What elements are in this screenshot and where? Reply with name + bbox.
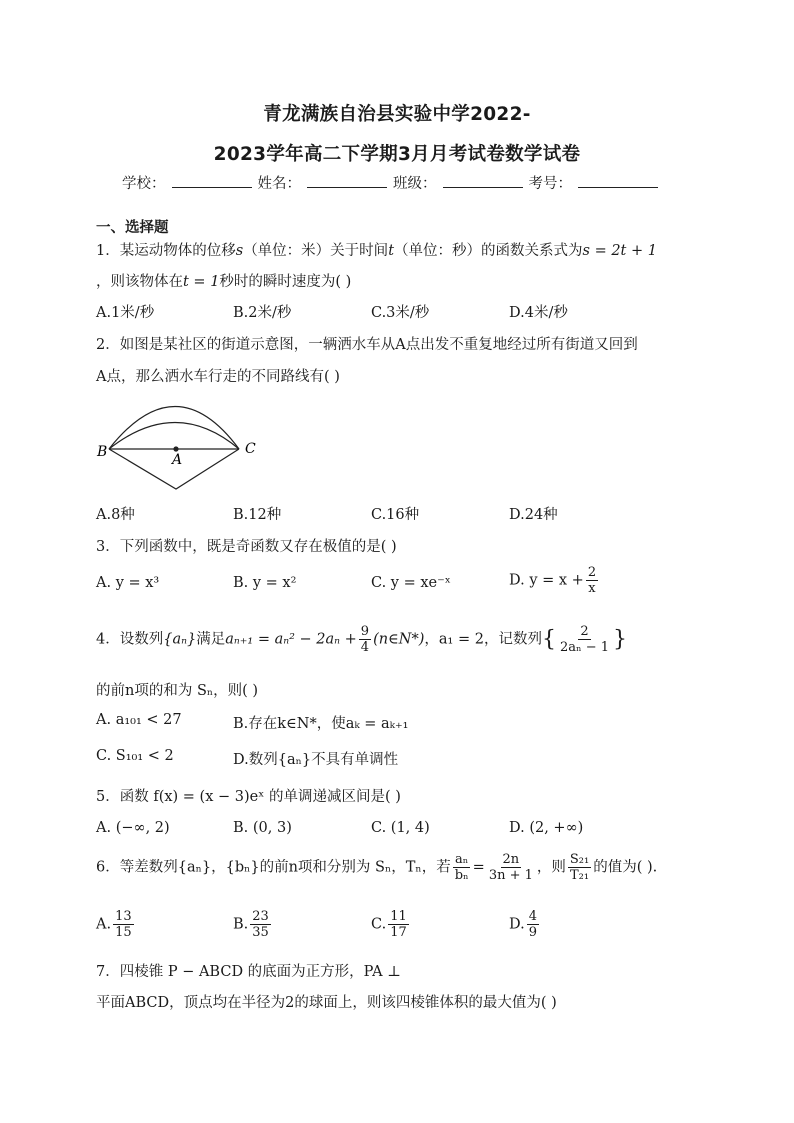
q3-d-num: 2 [587, 565, 597, 580]
exam-number-blank[interactable] [578, 175, 658, 188]
q6-b-num: 23 [252, 909, 269, 924]
q6-stem [96, 852, 657, 883]
q6-ratio1 [453, 852, 471, 883]
q3-d-fraction [586, 565, 598, 596]
q6-option-c[interactable] [371, 909, 411, 940]
q6-ratio1-den: bₙ [454, 868, 469, 883]
street-diagram [92, 392, 267, 497]
q1-text-e: 秒时的瞬时速度为( ) [219, 274, 352, 290]
name-blank[interactable] [307, 175, 387, 188]
q1-text-a: 1．某运动物体的位移 [96, 243, 236, 259]
q4-text-a: 4．设数列 [96, 631, 164, 648]
q6-a-label: A. [96, 916, 112, 933]
q6-d-num: 4 [528, 909, 537, 924]
q4-brace-right: } [613, 627, 628, 652]
q1-text-b: （单位：米）关于时间 [243, 243, 389, 259]
q4-option-c[interactable]: C. S₁₀₁ < 2 [96, 748, 174, 764]
q4-line1 [96, 624, 627, 655]
q3-d-den: x [588, 581, 596, 596]
exam-number-label: 考号： [528, 176, 572, 192]
q4-seq2-den: 2aₙ − 1 [559, 640, 610, 655]
q4-rec-num: 9 [360, 624, 370, 639]
q6-c-den: 17 [390, 925, 407, 940]
page-title-line2: 2023学年高二下学期3月月考试卷数学试卷 [213, 144, 581, 165]
q5-option-a[interactable]: A. (−∞, 2) [96, 820, 170, 836]
q6-a-fraction [113, 909, 134, 940]
page-title-line1: 青龙满族自治县实验中学2022- [263, 104, 531, 125]
q3-option-a[interactable]: A. y = x³ [96, 575, 160, 591]
point-a-dot [173, 446, 178, 451]
label-c: C [245, 441, 256, 457]
q4-init: ，a₁ = 2，记数列 [424, 631, 542, 648]
q1-var-t: t [388, 243, 395, 259]
q4-rec-fraction [359, 624, 371, 655]
q2-line1: 2．如图是某社区的街道示意图，一辆洒水车从A点出发不重复地经过所有街道又回到 [96, 337, 638, 353]
q6-b-fraction [250, 909, 271, 940]
q6-ratio2 [487, 852, 535, 883]
q6-text-a: 6．等差数列{aₙ}，{bₙ}的前n项和分别为 Sₙ，Tₙ，若 [96, 859, 451, 876]
q6-option-d[interactable] [509, 909, 541, 940]
school-blank[interactable] [172, 175, 252, 188]
q1-line1 [96, 239, 657, 260]
q4-line2: 的前n项的和为 Sₙ，则( ) [96, 683, 259, 699]
q6-ratio3-num: S₂₁ [569, 852, 590, 867]
q1-option-b[interactable]: B.2米/秒 [233, 305, 292, 321]
q4-seq: {aₙ} [163, 631, 197, 648]
q6-ratio3-den: T₂₁ [570, 868, 590, 883]
q2-option-c[interactable]: C.16种 [371, 507, 420, 523]
name-label: 姓名： [257, 176, 301, 192]
q6-b-den: 35 [252, 925, 269, 940]
q6-equals: = [472, 859, 485, 876]
q2-option-d[interactable]: D.24种 [509, 507, 558, 523]
q4-text-b: 满足 [196, 631, 226, 648]
school-label: 学校： [122, 176, 166, 192]
q2-option-b[interactable]: B.12种 [233, 507, 282, 523]
q4-rec-den: 4 [360, 640, 370, 655]
q4-recurrence: aₙ₊₁ = aₙ² − 2aₙ + [225, 631, 357, 648]
q4-option-a[interactable]: A. a₁₀₁ < 27 [96, 712, 182, 728]
q3-option-b[interactable]: B. y = x² [233, 575, 297, 591]
student-info-line [122, 172, 664, 193]
q2-line2: A点，那么洒水车行走的不同路线有( ) [96, 369, 340, 385]
q3-option-d[interactable] [509, 565, 600, 596]
q7-line2: 平面ABCD，顶点均在半径为2的球面上，则该四棱锥体积的最大值为( ) [96, 995, 557, 1011]
q6-ratio3 [568, 852, 591, 883]
label-b: B [97, 444, 108, 460]
q3-stem: 3．下列函数中，既是奇函数又存在极值的是( ) [96, 539, 397, 555]
q7-line1: 7．四棱锥 P − ABCD 的底面为正方形，PA ⊥ [96, 964, 401, 980]
class-blank[interactable] [443, 175, 523, 188]
q2-option-a[interactable]: A.8种 [96, 507, 135, 523]
label-a: A [172, 452, 183, 468]
q1-option-d[interactable]: D.4米/秒 [509, 305, 568, 321]
q6-ratio2-den: 3n + 1 [488, 868, 533, 883]
q4-seq2-num: 2 [580, 624, 589, 639]
q1-option-c[interactable]: C.3米/秒 [371, 305, 430, 321]
q6-c-num: 11 [390, 909, 407, 924]
q1-var-s: s [235, 243, 244, 259]
q6-d-fraction [527, 909, 539, 940]
q6-a-den: 15 [115, 925, 132, 940]
q3-d-text: D. y = x + [509, 572, 584, 589]
q1-option-a[interactable]: A.1米/秒 [96, 305, 155, 321]
q4-rec-cond: (n∈N*) [373, 631, 425, 648]
q1-text-d: ，则该物体在 [96, 274, 183, 290]
q6-c-label: C. [371, 916, 387, 933]
q1-formula: s = 2t + 1 [582, 243, 657, 259]
q5-stem: 5．函数 f(x) = (x − 3)eˣ 的单调递减区间是( ) [96, 789, 401, 805]
q6-text-c: 的值为( ). [593, 859, 658, 876]
q6-option-b[interactable] [233, 909, 273, 940]
q6-d-den: 9 [528, 925, 537, 940]
q3-option-c[interactable]: C. y = xe⁻ˣ [371, 575, 451, 591]
section-title: 一、选择题 [96, 220, 169, 236]
q1-text-c: （单位：秒）的函数关系式为 [394, 243, 583, 259]
q4-option-d[interactable]: D.数列{aₙ}不具有单调性 [233, 752, 399, 768]
q4-option-b[interactable]: B.存在k∈N*，使aₖ = aₖ₊₁ [233, 716, 409, 732]
q5-option-c[interactable]: C. (1, 4) [371, 820, 430, 836]
q6-a-num: 13 [115, 909, 132, 924]
q4-brace-left: { [541, 627, 556, 652]
class-label: 班级： [393, 176, 437, 192]
q1-condition: t = 1 [183, 274, 220, 290]
q6-text-b: ，则 [536, 859, 566, 876]
q5-option-b[interactable]: B. (0, 3) [233, 820, 292, 836]
street-outer-arc [109, 407, 239, 450]
q4-seq2-fraction [558, 624, 611, 655]
q6-d-label: D. [509, 916, 525, 933]
q5-option-d[interactable]: D. (2, +∞) [509, 820, 584, 836]
q6-ratio1-num: aₙ [454, 852, 469, 867]
q6-b-label: B. [233, 916, 249, 933]
q6-ratio2-num: 2n [502, 852, 520, 867]
q6-option-a[interactable] [96, 909, 136, 940]
q6-c-fraction [388, 909, 409, 940]
q1-line2 [96, 270, 351, 291]
